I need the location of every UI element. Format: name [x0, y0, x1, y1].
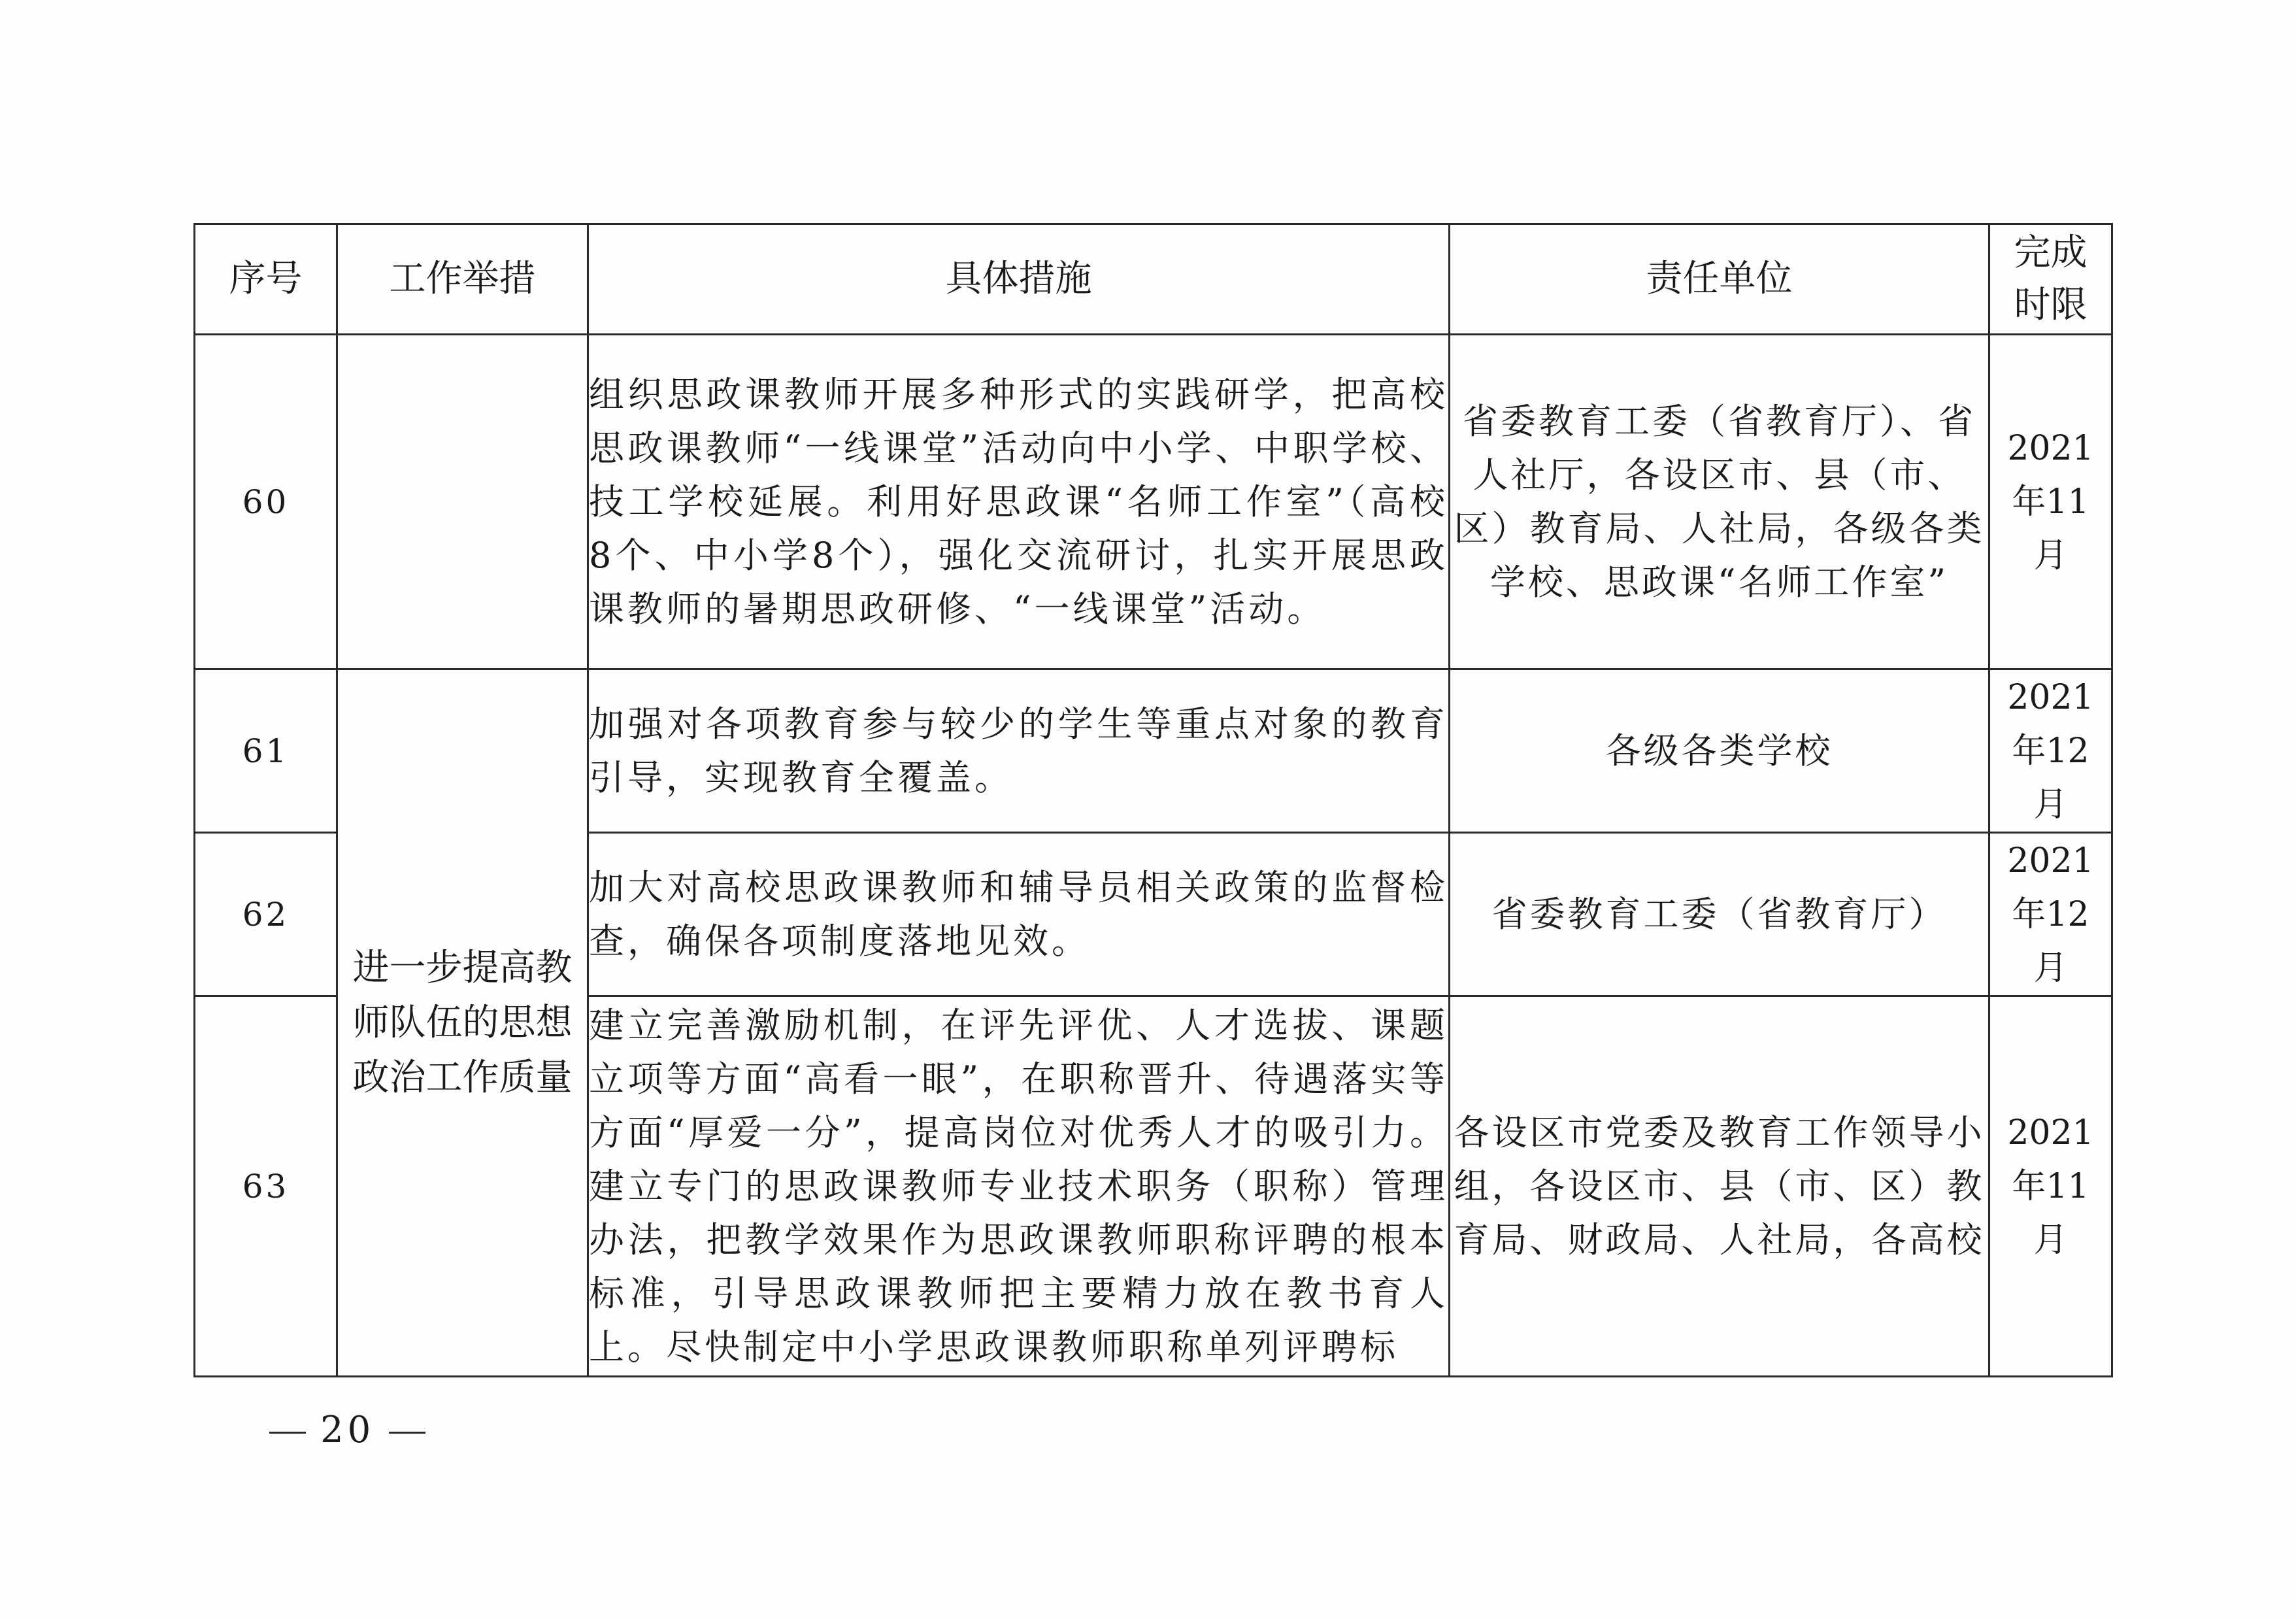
measures-table [193, 223, 2113, 1377]
row-time [1989, 335, 2112, 669]
row-time-month: 年11 [2012, 482, 2089, 522]
row-detail: 加强对各项教育参与较少的学生等重点对象的教育引导，实现教育全覆盖。 [588, 669, 1450, 833]
row-time [1989, 833, 2112, 996]
row-detail: 建立完善激励机制，在评先评优、人才选拔、课题立项等方面“高看一眼”，在职称晋升、待遇落实等方面“厚爱一分”，提高岗位对优秀人才的吸引力。建立专门的思政课教师专业技术职务（职称）管理办法，把教学效果作为思政课教师职称评聘的根本标准，引导思政课教师把主要精力放在教书育人上。尽快制定中小学思政课教师职称单列评聘标 [588, 996, 1450, 1377]
row-seq: 62 [195, 833, 337, 996]
dash-right [389, 1432, 425, 1434]
row-seq: 61 [195, 669, 337, 833]
table-row [195, 335, 2112, 669]
row-seq: 60 [195, 335, 337, 669]
header-time [1989, 224, 2112, 335]
table-header-row [195, 224, 2112, 335]
row-work-merged: 进一步提高教师队伍的思想政治工作质量 [337, 669, 588, 1377]
row-time-year: 2021 [2007, 428, 2094, 468]
header-work: 工作举措 [337, 224, 588, 335]
row-time-year: 2021 [2007, 677, 2094, 717]
row-unit: 省委教育工委（省教育厅）、省人社厅，各设区市、县（市、区）教育局、人社局，各级各类学校、思政课“名师工作室” [1450, 335, 1989, 669]
row-time [1989, 996, 2112, 1377]
table-row [195, 669, 2112, 833]
row-unit: 各设区市党委及教育工作领导小组，各设区市、县（市、区）教育局、财政局、人社局，各高校 [1450, 996, 1989, 1377]
header-detail: 具体措施 [588, 224, 1450, 335]
dash-left [269, 1432, 306, 1434]
page-number [255, 1409, 440, 1451]
header-time-line1: 完成 [2014, 231, 2088, 274]
page-number-value: 20 [320, 1409, 375, 1451]
row-time-year: 2021 [2007, 1113, 2094, 1153]
row-time-suffix: 月 [2033, 784, 2068, 824]
header-unit: 责任单位 [1450, 224, 1989, 335]
row-detail: 加大对高校思政课教师和辅导员相关政策的监督检查，确保各项制度落地见效。 [588, 833, 1450, 996]
header-seq: 序号 [195, 224, 337, 335]
row-time [1989, 669, 2112, 833]
row-detail: 组织思政课教师开展多种形式的实践研学，把高校思政课教师“一线课堂”活动向中小学、中职学校、技工学校延展。利用好思政课“名师工作室”（高校8个、中小学8个），强化交流研讨，扎实开展思政课教师的暑期思政研修、“一线课堂”活动。 [588, 335, 1450, 669]
row-time-suffix: 月 [2033, 1220, 2068, 1260]
row-time-suffix: 月 [2033, 948, 2068, 988]
row-unit: 各级各类学校 [1450, 669, 1989, 833]
row-unit: 省委教育工委（省教育厅） [1450, 833, 1989, 996]
row-time-suffix: 月 [2033, 535, 2068, 575]
row-time-month: 年12 [2012, 731, 2089, 771]
row-work-empty [337, 335, 588, 669]
row-time-year: 2021 [2007, 841, 2094, 881]
row-time-month: 年12 [2012, 894, 2089, 934]
row-seq: 63 [195, 996, 337, 1377]
header-time-line2: 时限 [2014, 284, 2088, 326]
row-time-month: 年11 [2012, 1166, 2089, 1206]
